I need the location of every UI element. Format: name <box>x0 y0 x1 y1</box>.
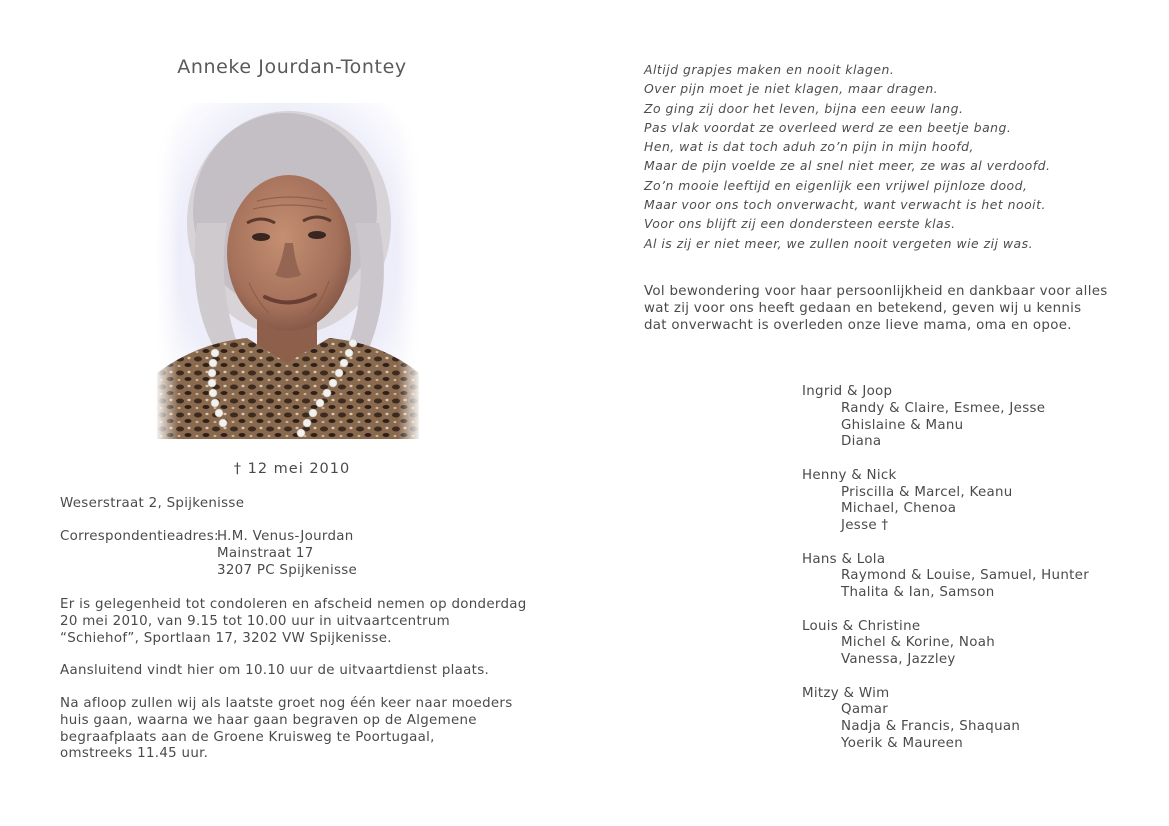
correspondence-label: Correspondentieadres: <box>60 529 219 544</box>
poem-line: Al is zij er niet meer, we zullen nooit vergeten wie zij was. <box>644 235 1034 251</box>
poem-line: Pas vlak voordat ze overleed werd ze een beetje bang. <box>644 119 1012 135</box>
family-group <box>802 384 1089 451</box>
afterward-paragraph <box>60 696 513 763</box>
poem-line: Maar voor ons toch onverwacht, want verwacht is het nooit. <box>644 197 1046 213</box>
service-paragraph: Aansluitend vindt hier om 10.10 uur de uitvaartdienst plaats. <box>60 663 490 678</box>
announcement-line: dat onverwacht is overleden onze lieve mama, oma en opoe. <box>644 317 1072 333</box>
date-of-death: † 12 mei 2010 <box>233 461 351 477</box>
family-member: Michael, Chenoa <box>841 501 957 517</box>
family-member: Qamar <box>841 702 889 718</box>
poem-line: Altijd grapjes maken en nooit klagen. <box>644 62 895 77</box>
condolence-line: Er is gelegenheid tot condoleren en afscheid nemen op donderdag <box>60 597 527 612</box>
poem-line: Voor ons blijft zij een dondersteen eerste klas. <box>644 216 956 232</box>
poem <box>644 60 1050 253</box>
poem-line: Maar de pijn voelde ze al snel niet meer, ze was al verdoofd. <box>644 158 1051 174</box>
correspondence-line: 3207 PC Spijkenisse <box>217 562 358 578</box>
family-head: Louis & Christine <box>802 618 921 634</box>
condolence-paragraph <box>60 597 527 647</box>
family-member: Raymond & Louise, Samuel, Hunter <box>841 568 1090 584</box>
family-member: Priscilla & Marcel, Keanu <box>841 484 1013 500</box>
family-member: Michel & Korine, Noah <box>841 635 996 651</box>
afterward-line: huis gaan, waarna we haar gaan begraven op de Algemene <box>60 712 477 728</box>
announcement-paragraph <box>644 284 1108 334</box>
afterward-line: Na afloop zullen wij als laatste groet nog één keer naar moeders <box>60 696 513 711</box>
home-address: Weserstraat 2, Spijkenisse <box>60 496 245 511</box>
family-head: Mitzy & Wim <box>802 685 890 701</box>
portrait-photo <box>157 103 419 439</box>
correspondence-address <box>217 529 357 579</box>
family-member: Jesse † <box>841 518 889 534</box>
announcement-line: Vol bewondering voor haar persoonlijkheid en dankbaar voor alles <box>644 284 1108 299</box>
condolence-line: 20 mei 2010, van 9.15 tot 10.00 uur in uitvaartcentrum <box>60 613 450 629</box>
poem-line: Hen, wat is dat toch aduh zo’n pijn in mijn hoofd, <box>644 139 974 155</box>
family-group <box>802 686 1089 753</box>
announcement-line: wat zij voor ons heeft gedaan en betekend, geven wij u kennis <box>644 300 1082 316</box>
poem-line: Zo’n mooie leeftijd en eigenlijk een vrijwel pijnloze dood, <box>644 177 1028 193</box>
family-group <box>802 468 1089 535</box>
family-list <box>802 384 1089 769</box>
family-member: Randy & Claire, Esmee, Jesse <box>841 400 1046 416</box>
afterward-line: begraafplaats aan de Groene Kruisweg te Poortugaal, <box>60 729 435 745</box>
poem-line: Zo ging zij door het leven, bijna een eeuw lang. <box>644 100 964 116</box>
afterward-line: omstreeks 11.45 uur. <box>60 746 209 762</box>
family-member: Thalita & Ian, Samson <box>841 585 995 601</box>
family-head: Hans & Lola <box>802 551 886 567</box>
condolence-line: “Schiehof”, Sportlaan 17, 3202 VW Spijkenisse. <box>60 630 392 646</box>
family-member: Ghislaine & Manu <box>841 417 964 433</box>
family-head: Ingrid & Joop <box>802 384 893 399</box>
deceased-name: Anneke Jourdan-Tontey <box>177 56 407 78</box>
family-member: Diana <box>841 434 882 450</box>
family-member: Nadja & Francis, Shaquan <box>841 719 1021 735</box>
correspondence-line: H.M. Venus-Jourdan <box>217 529 354 544</box>
family-group <box>802 619 1089 669</box>
correspondence-line: Mainstraat 17 <box>217 545 314 561</box>
family-head: Henny & Nick <box>802 467 897 483</box>
family-member: Yoerik & Maureen <box>841 735 963 751</box>
family-group <box>802 552 1089 602</box>
family-member: Vanessa, Jazzley <box>841 652 956 668</box>
poem-line: Over pijn moet je niet klagen, maar dragen. <box>644 81 939 97</box>
